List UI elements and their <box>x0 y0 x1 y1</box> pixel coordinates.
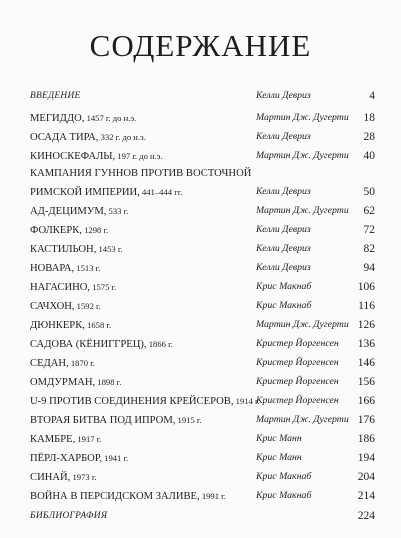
toc-entry-title <box>30 450 128 467</box>
toc-entry-author: Крис Макнаб <box>256 471 312 482</box>
toc-entry <box>30 241 375 257</box>
toc-entry-page-number: 126 <box>357 319 375 331</box>
toc-entry-page-number: 176 <box>357 414 375 426</box>
toc-entry-date: 1575 г. <box>90 282 117 292</box>
toc-entry-date: 441–444 гг. <box>139 187 183 197</box>
toc-entry-date: 1991 г. <box>199 491 226 501</box>
toc-entry <box>30 110 375 126</box>
toc-entry-author: Мартин Дж. Дугерти <box>256 150 349 161</box>
toc-entry-title <box>30 374 121 391</box>
toc-entry-title <box>30 241 123 258</box>
toc-entry-author: Крис Макнаб <box>256 490 312 501</box>
toc-entry-author: Мартин Дж. Дугерти <box>256 319 349 330</box>
toc-entry <box>30 298 375 314</box>
toc-entry <box>30 469 375 485</box>
toc-entry-author: Кристер Йоргенсен <box>256 338 339 349</box>
toc-entry-date: 1914 г. <box>233 396 260 406</box>
toc-entry-name: КИНОСКЕФАЛЫ, <box>30 151 116 162</box>
toc-entry-date: 1513 г. <box>74 263 101 273</box>
toc-entry-name: САЧХОН, <box>30 301 75 312</box>
toc-entry-title <box>30 355 95 372</box>
toc-entry-page-number: 106 <box>357 281 375 293</box>
toc-entry-author: Крис Манн <box>256 452 302 463</box>
toc-entry-title <box>30 203 128 220</box>
toc-entry-name: САДОВА (КЁНИГГРЕЦ), <box>30 339 147 350</box>
toc-entry-title <box>30 412 202 429</box>
toc-entry-page-number: 186 <box>357 433 375 445</box>
toc-entry-author: Келли Девриз <box>256 186 311 197</box>
toc-entry-author: Мартин Дж. Дугерти <box>256 414 349 425</box>
toc-entry-page-number: 4 <box>369 90 375 102</box>
toc-entry-name: ФОЛКЕРК, <box>30 225 82 236</box>
toc-entry-name: СИНАЙ, <box>30 472 71 483</box>
toc-entry-title <box>30 129 146 146</box>
toc-entry <box>30 260 375 276</box>
toc-entry-name: НОВАРА, <box>30 263 75 274</box>
toc-entry-date: 1592 г. <box>74 301 101 311</box>
toc-entry-date: 1453 г. <box>96 244 123 254</box>
toc-entry-date: 1298 г. <box>81 225 109 235</box>
toc-entry-title <box>30 260 100 277</box>
toc-entry-page-number: 72 <box>363 224 375 236</box>
toc-entry <box>30 450 375 466</box>
toc-entry <box>30 355 375 371</box>
toc-entry-author: Кристер Йоргенсен <box>256 395 339 406</box>
toc-entry <box>30 374 375 390</box>
toc-entry <box>30 279 375 295</box>
toc-entry-title <box>30 298 101 315</box>
toc-entry-page-number: 214 <box>357 490 375 502</box>
toc-entry-name: ОСАДА ТИРА, <box>30 132 99 143</box>
toc-entry-name: U-9 ПРОТИВ СОЕДИНЕНИЯ КРЕЙСЕРОВ, <box>30 396 234 407</box>
toc-entry <box>30 508 375 524</box>
toc-entry-author: Келли Девриз <box>256 90 311 101</box>
toc-entry-title <box>30 393 260 410</box>
toc-entry <box>30 317 375 333</box>
toc-entry-author: Мартин Дж. Дугерти <box>256 205 349 216</box>
toc-entry-name: МЕГИДДО, <box>30 113 85 124</box>
toc-entry-title <box>30 431 101 448</box>
toc-entry-date: 332 г. до н.э. <box>98 132 146 142</box>
toc-entry-date: 533 г. <box>106 206 129 216</box>
toc-entry-page-number: 224 <box>357 510 375 522</box>
toc-entry-page-number: 62 <box>363 205 375 217</box>
toc-entry-name: КАСТИЛЬОН, <box>30 244 97 255</box>
toc-entry <box>30 431 375 447</box>
toc-entry-date: 1917 г. <box>75 434 102 444</box>
toc-entry-page-number: 94 <box>363 262 375 274</box>
toc-entry-title <box>30 148 163 165</box>
page-title: СОДЕРЖАНИЕ <box>89 28 312 63</box>
toc-entry <box>30 166 375 182</box>
toc-entry-page-number: 18 <box>363 112 375 124</box>
toc-entry-name: СЕДАН, <box>30 358 69 369</box>
toc-entry-date: 1866 г. <box>146 339 173 349</box>
toc-entry-page-number: 136 <box>357 338 375 350</box>
toc-entry-date: 1898 г. <box>95 377 122 387</box>
toc-entry-author: Келли Девриз <box>256 243 311 254</box>
toc-entry <box>30 336 375 352</box>
toc-entry-title <box>30 317 111 334</box>
toc-entry-title <box>30 336 173 353</box>
toc-entry-page-number: 204 <box>357 471 375 483</box>
toc-entry-page-number: 50 <box>363 186 375 198</box>
toc-entry-title <box>30 184 182 201</box>
toc-entry-date: 1870 г. <box>68 358 95 368</box>
toc-entry-author: Кристер Йоргенсен <box>256 357 339 368</box>
toc-entry-name: ВТОРАЯ БИТВА ПОД ИПРОМ, <box>30 415 176 426</box>
toc-entry-author: Крис Манн <box>256 433 302 444</box>
toc-entry <box>30 393 375 409</box>
toc-entry-name: ОМДУРМАН, <box>30 377 96 388</box>
toc-entry-author: Крис Макнаб <box>256 281 312 292</box>
toc-entry <box>30 222 375 238</box>
toc-entry-title <box>30 166 251 182</box>
toc-entry-page-number: 194 <box>357 452 375 464</box>
toc-entry-page-number: 116 <box>358 300 375 312</box>
toc-entry-name: РИМСКОЙ ИМПЕРИИ, <box>30 187 140 198</box>
toc-entry-date: 1915 г. <box>175 415 202 425</box>
toc-entry-page-number: 40 <box>363 150 375 162</box>
toc-entry-date: 1973 г. <box>70 472 97 482</box>
toc-entry-name: ДЮНКЕРК, <box>30 320 85 331</box>
toc-entry-name: НАГАСИНО, <box>30 282 91 293</box>
toc-entry-name: ВОЙНА В ПЕРСИДСКОМ ЗАЛИВЕ, <box>30 491 200 502</box>
toc-entry <box>30 412 375 428</box>
toc-entry-page-number: 156 <box>357 376 375 388</box>
toc-entry-author: Келли Девриз <box>256 131 311 142</box>
toc-entry-date: 1457 г. до н.э. <box>84 113 137 123</box>
toc-entry-page-number: 146 <box>357 357 375 369</box>
toc-entry-name: КАМПАНИЯ ГУННОВ ПРОТИВ ВОСТОЧНОЙ <box>30 168 252 179</box>
toc-entry-name: ПЁРЛ-ХАРБОР, <box>30 453 102 464</box>
toc-entry-title <box>30 222 108 239</box>
toc-entry-date: 197 г. до н.э. <box>115 151 163 161</box>
toc-entry-name: БИБЛИОГРАФИЯ <box>30 511 108 521</box>
toc-entry <box>30 88 375 104</box>
toc-entry-name: ВВЕДЕНИЕ <box>30 91 81 101</box>
toc-entry-title <box>30 88 81 104</box>
toc-entry <box>30 488 375 504</box>
toc-entry-date: 1941 г. <box>102 453 129 463</box>
toc-entry-author: Келли Девриз <box>256 262 311 273</box>
toc-entry <box>30 148 375 164</box>
toc-entry-name: КАМБРЕ, <box>30 434 76 445</box>
toc-entry-author: Крис Макнаб <box>256 300 312 311</box>
toc-entry-author: Келли Девриз <box>256 224 311 235</box>
toc-entry <box>30 184 375 200</box>
toc-entry-title <box>30 469 97 486</box>
toc-entry-author: Кристер Йоргенсен <box>256 376 339 387</box>
toc-entry-title <box>30 508 107 524</box>
toc-entry <box>30 203 375 219</box>
toc-entry-name: АД-ДЕЦИМУМ, <box>30 206 107 217</box>
toc-entry-author: Мартин Дж. Дугерти <box>256 112 349 123</box>
toc-entry-title <box>30 488 226 505</box>
toc-entry <box>30 129 375 145</box>
toc-entry-date: 1658 г. <box>84 320 112 330</box>
toc-entry-title <box>30 279 116 296</box>
toc-entry-page-number: 166 <box>357 395 375 407</box>
toc-entry-page-number: 82 <box>363 243 375 255</box>
toc-entry-title <box>30 110 136 127</box>
toc-entry-page-number: 28 <box>363 131 375 143</box>
